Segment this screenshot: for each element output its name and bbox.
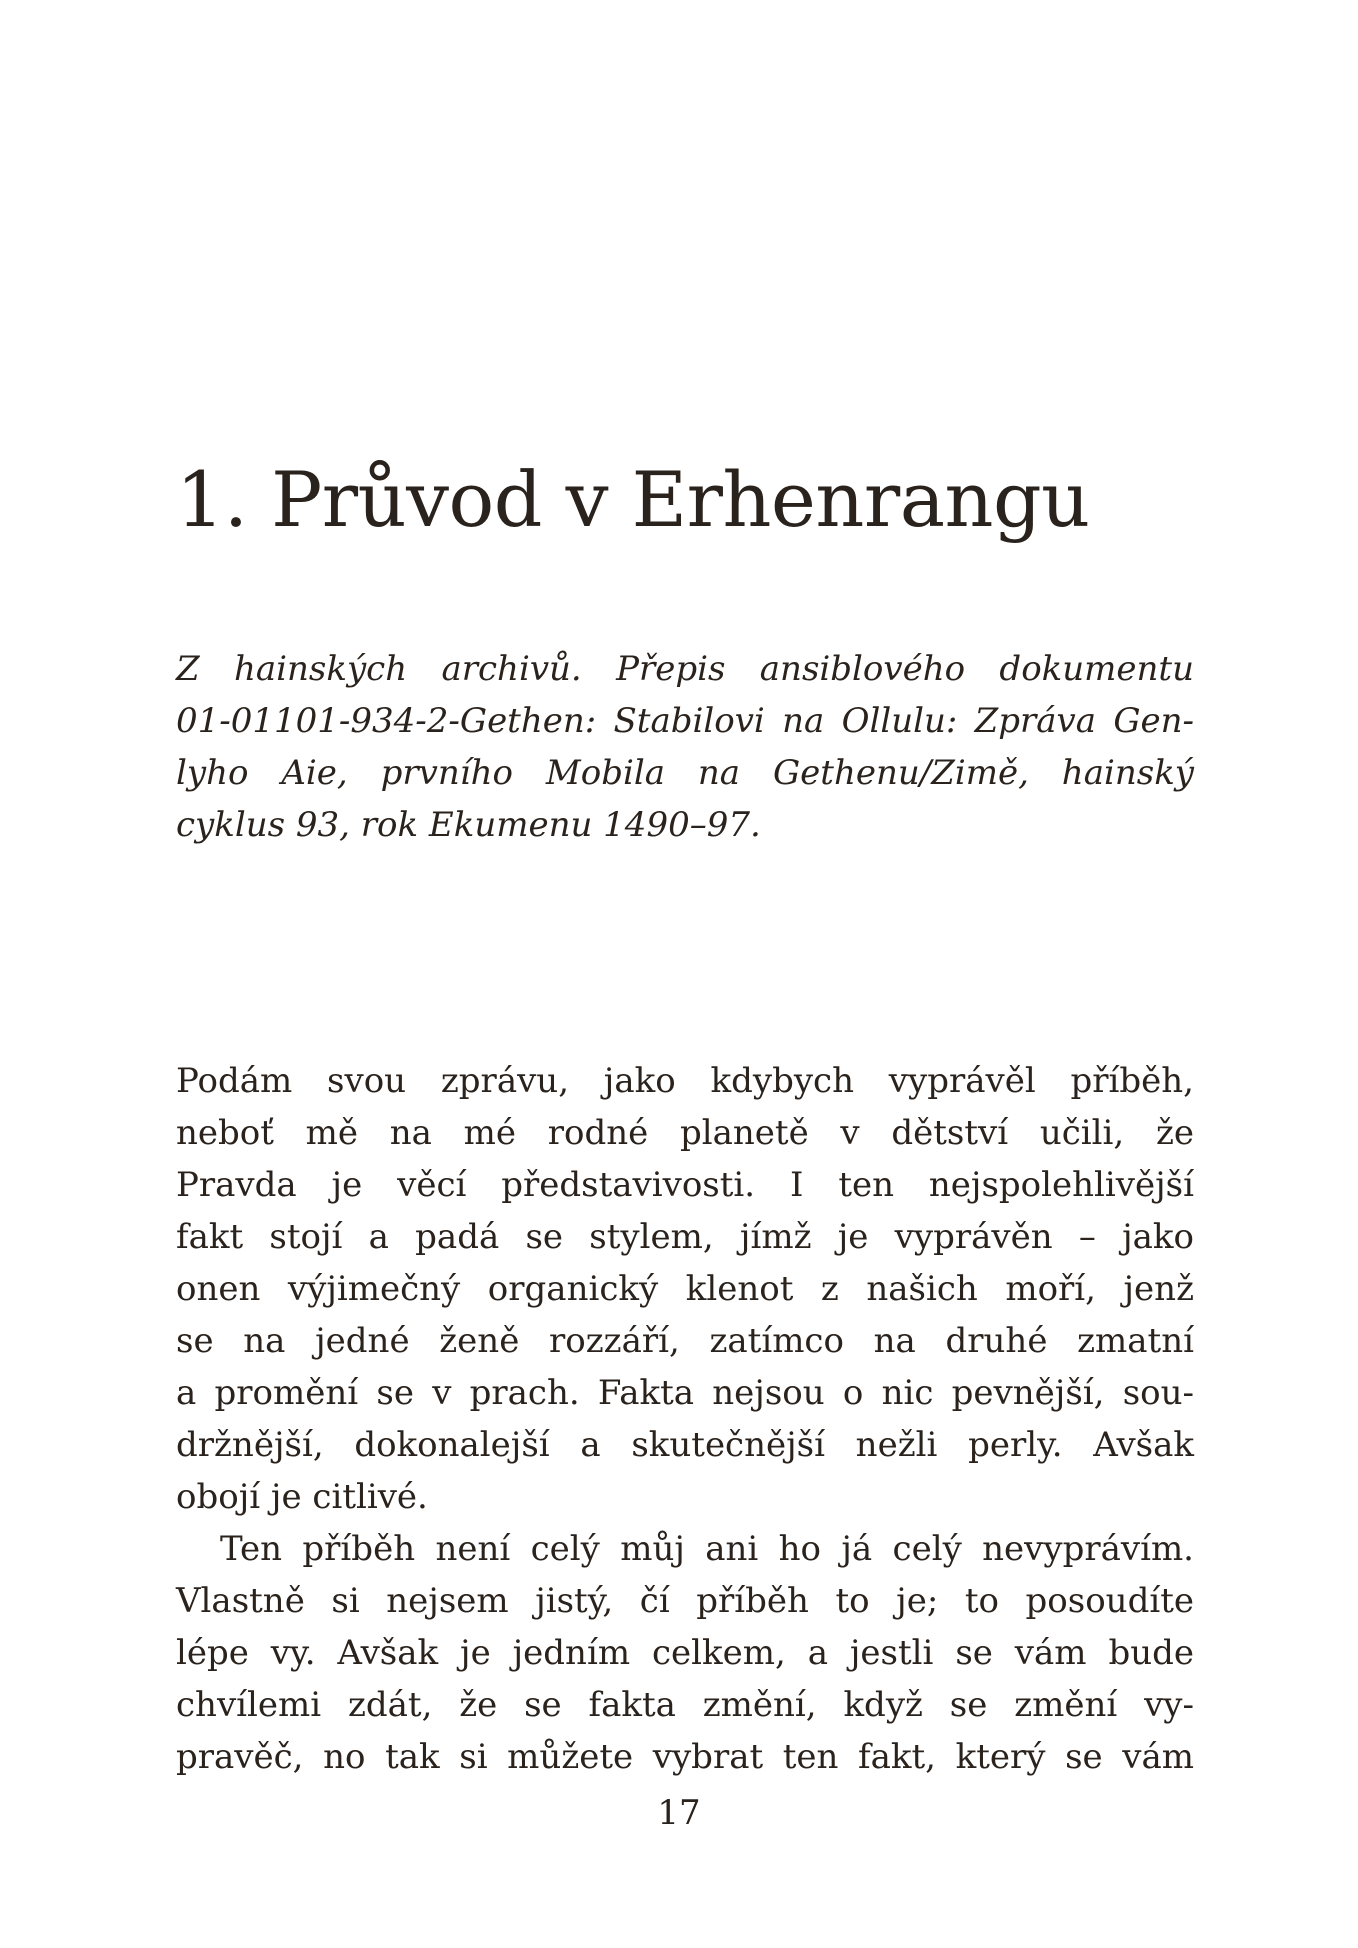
paragraph-line: neboť mě na mé rodné planetě v dětství učili, že: [176, 1113, 1194, 1153]
chapter-title: 1. Průvod v Erhenrangu: [176, 455, 1090, 544]
paragraph-line: pravěč, no tak si můžete vybrat ten fakt, který se vám: [176, 1737, 1194, 1777]
paragraph-line: Podám svou zprávu, jako kdybych vyprávěl příběh,: [176, 1061, 1194, 1101]
paragraph-line: Vlastně si nejsem jistý, čí příběh to je; to posoudíte: [176, 1581, 1194, 1621]
epigraph: [176, 643, 1194, 851]
paragraph-line: Pravda je věcí představivosti. I ten nejspolehlivější: [176, 1165, 1194, 1205]
paragraph-line: chvílemi zdát, že se fakta změní, když se změní vy-: [176, 1685, 1194, 1725]
epigraph-line: 01-01101-934-2-Gethen: Stabilovi na Ollulu: Zpráva Gen-: [176, 701, 1194, 741]
paragraph-line: onen výjimečný organický klenot z našich moří, jenž: [176, 1269, 1194, 1309]
paragraph-line: obojí je citlivé.: [176, 1477, 428, 1517]
paragraph-line: Ten příběh není celý můj ani ho já celý nevyprávím.: [220, 1529, 1194, 1569]
epigraph-line: cyklus 93, rok Ekumenu 1490–97.: [176, 805, 761, 845]
paragraph-line: fakt stojí a padá se stylem, jímž je vyprávěn – jako: [176, 1217, 1194, 1257]
body-text: [176, 1055, 1194, 1783]
page-number: 17: [657, 1793, 701, 1833]
paragraph-line: a promění se v prach. Fakta nejsou o nic pevnější, sou-: [176, 1373, 1194, 1413]
epigraph-line: Z hainských archivů. Přepis ansiblového dokumentu: [176, 649, 1194, 689]
paragraph-line: lépe vy. Avšak je jedním celkem, a jestli se vám bude: [176, 1633, 1194, 1673]
epigraph-line: lyho Aie, prvního Mobila na Gethenu/Zimě, hainský: [176, 753, 1194, 793]
paragraph-line: držnější, dokonalejší a skutečnější nežli perly. Avšak: [176, 1425, 1194, 1465]
paragraph-line: se na jedné ženě rozzáří, zatímco na druhé zmatní: [176, 1321, 1194, 1361]
